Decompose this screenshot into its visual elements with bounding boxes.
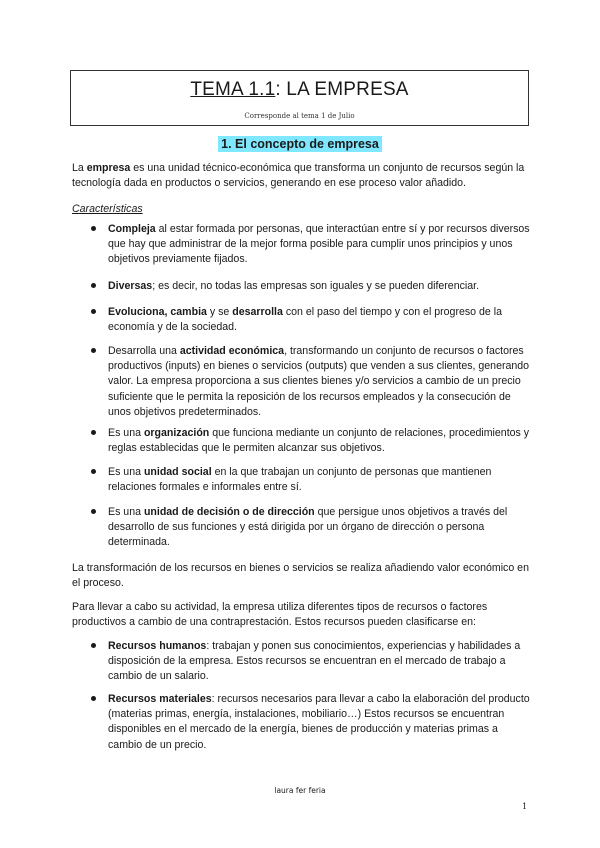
intro-paragraph xyxy=(72,161,532,191)
page-subtitle: Corresponde al tema 1 de Julio xyxy=(244,112,355,120)
bullet-icon xyxy=(91,283,96,288)
list-item-text: Es una unidad social en la que trabajan un conjunto de personas que mantienen relaciones formales e informales entre sí. xyxy=(108,466,492,494)
section-heading-text: 1. El concepto de empresa xyxy=(218,136,382,152)
section-heading xyxy=(0,135,600,153)
list-item-text: Compleja al estar formada por personas, que interactúan entre sí y por recursos diversos que hay que administrar de la mejor forma posible para cumplir unos principios y unos objetivos previamente fijados. xyxy=(108,223,530,266)
intro-bold: empresa xyxy=(86,162,131,174)
list-item-text: Es una organización que funciona mediante un conjunto de relaciones, procedimientos y reglas establecidas que le permiten alcanzar sus objetivos. xyxy=(108,427,530,455)
bullet-icon xyxy=(91,226,96,231)
list-item-text: Es una unidad de decisión o de dirección que persigue unos objetivos a través del desarrollo de sus funciones y está dirigida por un órgano de dirección o persona determinada. xyxy=(108,506,508,549)
list-item-text: Recursos humanos: trabajan y ponen sus conocimientos, experiencias y habilidades a disposición de la empresa. Estos recursos se encuentran en el mercado de trabajo a cambio de un salario. xyxy=(108,640,521,683)
bullet-icon xyxy=(91,430,96,435)
title-prefix: TEMA 1.1 xyxy=(190,79,276,100)
intro-post: es una unidad técnico-económica que transforma un conjunto de recursos según la tecnología dada en productos o servicios, generando en ese proceso valor añadido. xyxy=(72,162,525,190)
list-item-text: Desarrolla una actividad económica, transformando un conjunto de recursos o factores productivos (inputs) en bienes o servicios (outputs) que venden a sus clientes, generando valor. La empresa proporciona a sus clientes bienes y/o servicios a cambio de un precio suficiente que le permita la reposición de los recursos empleados y la consecución de unos objetivos predeterminados. xyxy=(108,345,530,418)
page-number: 1 xyxy=(522,802,528,811)
intro-pre: La xyxy=(72,162,87,174)
bullet-icon xyxy=(91,643,96,648)
transform-paragraph: La transformación de los recursos en bienes o servicios se realiza añadiendo valor económico en el proceso. xyxy=(72,562,529,590)
bullet-icon xyxy=(91,309,96,314)
resources-paragraph: Para llevar a cabo su actividad, la empresa utiliza diferentes tipos de recursos o factores productivos a cambio de una contraprestación. Estos recursos pueden clasificarse en: xyxy=(72,601,488,629)
footer-author: laura fer feria xyxy=(274,786,326,795)
bullet-icon xyxy=(91,348,96,353)
page-title xyxy=(71,79,528,101)
title-box xyxy=(70,70,529,126)
list-item-text: Evoluciona, cambia y se desarrolla con el paso del tiempo y con el progreso de la economía y de la sociedad. xyxy=(108,306,502,334)
bullet-icon xyxy=(91,469,96,474)
bullet-icon xyxy=(91,509,96,514)
characteristics-heading: Características xyxy=(72,203,143,215)
list-item-text: Diversas; es decir, no todas las empresas son iguales y se pueden diferenciar. xyxy=(108,280,480,292)
bullet-icon xyxy=(91,696,96,701)
list-item-text: Recursos materiales: recursos necesarios para llevar a cabo la elaboración del producto (materias primas, energía, instalaciones, mobiliario…) Estos recursos se encuentran disponibles en el mercado de la energía, bienes de producción y materias primas a cambio de un precio. xyxy=(108,693,530,751)
title-rest: : LA EMPRESA xyxy=(275,79,409,100)
